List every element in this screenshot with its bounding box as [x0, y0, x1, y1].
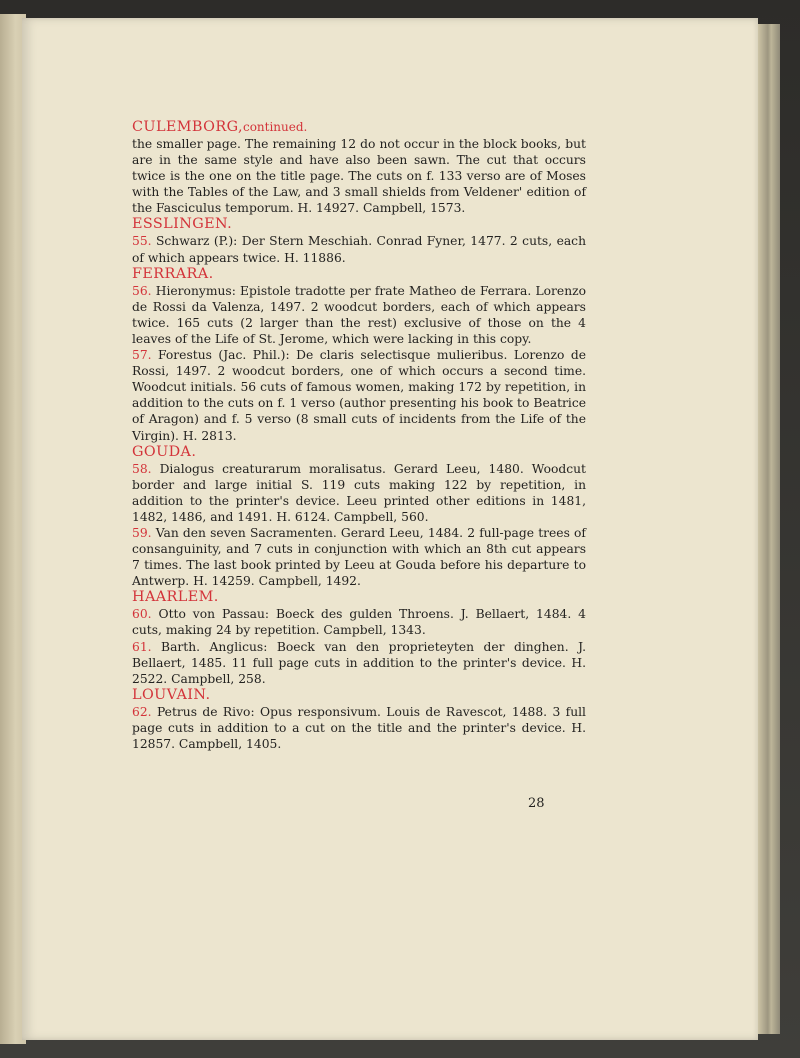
section-heading-louvain: LOUVAIN. — [132, 686, 211, 703]
page-content — [132, 119, 586, 752]
entry-60: 60. Otto von Passau: Boeck des gulden Throens. J. Bellaert, 1484. 4 cuts, making 24 by repetition. Campbell, 1343. — [132, 607, 586, 638]
entry-55: 55. Schwarz (P.): Der Stern Meschiah. Conrad Fyner, 1477. 2 cuts, each of which appears twice. H. 11886. — [132, 234, 586, 265]
section-heading-haarlem: HAARLEM. — [132, 589, 219, 606]
page-number: 28 — [528, 796, 545, 811]
section-heading-esslingen: ESSLINGEN. — [132, 216, 233, 233]
section-heading-ferrara: FERRARA. — [132, 265, 214, 282]
entry-61: 61. Barth. Anglicus: Boeck van den proprieteyten der dinghen. J. Bellaert, 1485. 11 full page cuts in addition to the printer's device. H. 2522. Campbell, 258. — [132, 639, 586, 686]
section-heading-gouda: GOUDA. — [132, 443, 197, 460]
entry-58: 58. Dialogus creaturarum moralisatus. Gerard Leeu, 1480. Woodcut border and large initial S. 119 cuts making 122 by repetition, in addition to the printer's device. Leeu printed other editions in 1481, 1482, 1486, and 1491. H. 6124. Campbell, 560. — [132, 461, 586, 524]
right-page-edge — [758, 24, 780, 1034]
book-page — [22, 18, 758, 1040]
entry-56: 56. Hieronymus: Epistole tradotte per frate Matheo de Ferrara. Lorenzo de Rossi da Valenza, 1497. 2 woodcut borders, each of which appears twice. 165 cuts (2 larger than the rest) exclusive of those on the 4 leaves of the Life of St. Jerome, which were lacking in this copy. — [132, 283, 586, 346]
entry-59: 59. Van den seven Sacramenten. Gerard Leeu, 1484. 2 full-page trees of consanguinity, and 7 cuts in conjunction with which an 8th cut appears 7 times. The last book printed by Leeu at Gouda before his departure to Antwerp. H. 14259. Campbell, 1492. — [132, 525, 586, 589]
entry-62: 62. Petrus de Rivo: Opus responsivum. Louis de Ravescot, 1488. 3 full page cuts in addition to a cut on the title and the printer's device. H. 12857. Campbell, 1405. — [132, 704, 586, 751]
running-head: CULEMBORG,continued. — [132, 119, 308, 135]
entry-57: 57. Forestus (Jac. Phil.): De claris selectisque mulieribus. Lorenzo de Rossi, 1497. 2 woodcut borders, one of which occurs a second time. Woodcut initials. 56 cuts of famous women, making 172 by repetition, in addition to the cuts on f. 1 verso (author presenting his book to Beatrice of Aragon) and f. 5 verso (8 small cuts of incidents from the Life of the Virgin). H. 2813. — [132, 348, 586, 443]
intro-paragraph: the smaller page. The remaining 12 do not occur in the block books, but are in the same style and have also been sawn. The cut that occurs twice is the one on the title page. The cuts on f. 133 verso are of Moses with the Tables of the Law, and 3 small shields from Veldener' edition of the Fasciculus temporum. H. 14927. Campbell, 1573. — [132, 137, 586, 216]
